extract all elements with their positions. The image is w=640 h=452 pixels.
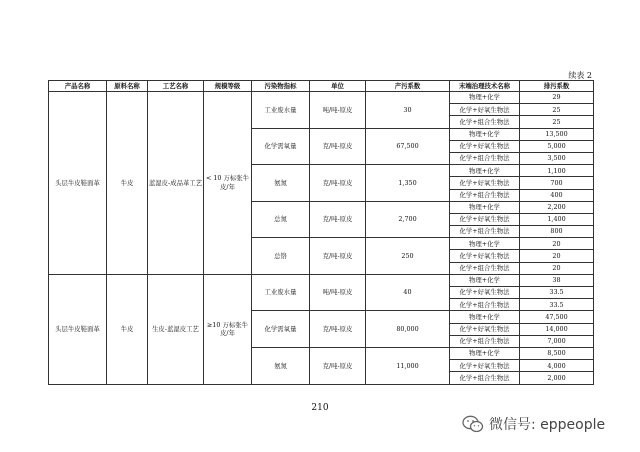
product-name-cell: 头层牛皮鞋面革 [49,274,107,384]
discharge-coef-cell: 47,500 [520,311,594,323]
discharge-coef-cell: 25 [520,116,594,128]
discharge-coef-cell: 2,000 [520,372,594,384]
pollutant-cell: 氨氮 [252,165,310,202]
header-scale: 规模等级 [204,81,252,92]
treatment-cell: 化学+组合生物法 [450,116,520,128]
table-header-row [49,81,594,92]
discharge-coef-cell: 8,500 [520,347,594,359]
header-generation-coef: 产污系数 [366,81,450,92]
pollutant-cell: 氨氮 [252,347,310,384]
treatment-cell: 化学+好氧生物法 [450,360,520,372]
treatment-cell: 物理+化学 [450,128,520,140]
table-body [49,92,594,385]
treatment-cell: 化学+组合生物法 [450,299,520,311]
pollutant-cell: 工业废水量 [252,274,310,311]
pollution-coefficient-table [48,80,594,385]
generation-coef-cell: 80,000 [366,311,450,348]
pollutant-cell: 总氮 [252,201,310,238]
discharge-coef-cell: 400 [520,189,594,201]
product-name-cell: 头层牛皮鞋面革 [49,92,107,275]
discharge-coef-cell: 33.5 [520,299,594,311]
discharge-coef-cell: 7,000 [520,335,594,347]
generation-coef-cell: 11,000 [366,347,450,384]
unit-cell: 克/吨-原皮 [310,311,366,348]
generation-coef-cell: 2,700 [366,201,450,238]
pollutant-cell: 化学需氧量 [252,128,310,165]
generation-coef-cell: 40 [366,274,450,311]
discharge-coef-cell: 1,400 [520,213,594,225]
generation-coef-cell: 67,500 [366,128,450,165]
treatment-cell: 化学+组合生物法 [450,189,520,201]
discharge-coef-cell: 20 [520,262,594,274]
treatment-cell: 化学+好氧生物法 [450,213,520,225]
pollutant-cell: 化学需氧量 [252,311,310,348]
unit-cell: 吨/吨-原皮 [310,274,366,311]
unit-cell: 克/吨-原皮 [310,128,366,165]
discharge-coef-cell: 29 [520,92,594,104]
discharge-coef-cell: 20 [520,238,594,250]
treatment-cell: 物理+化学 [450,311,520,323]
discharge-coef-cell: 14,000 [520,323,594,335]
treatment-cell: 化学+组合生物法 [450,372,520,384]
discharge-coef-cell: 3,500 [520,152,594,164]
treatment-cell: 物理+化学 [450,92,520,104]
treatment-cell: 化学+好氧生物法 [450,104,520,116]
discharge-coef-cell: 4,000 [520,360,594,372]
table-row [49,274,594,286]
treatment-cell: 化学+组合生物法 [450,152,520,164]
watermark [462,414,605,434]
unit-cell: 克/吨-原皮 [310,165,366,202]
header-pollutant: 污染物指标 [252,81,310,92]
discharge-coef-cell: 13,500 [520,128,594,140]
treatment-cell: 化学+好氧生物法 [450,287,520,299]
header-discharge-coef: 排污系数 [520,81,594,92]
discharge-coef-cell: 33.5 [520,287,594,299]
treatment-cell: 化学+好氧生物法 [450,177,520,189]
wechat-icon [462,415,484,433]
discharge-coef-cell: 38 [520,274,594,286]
treatment-cell: 化学+好氧生物法 [450,323,520,335]
scale-cell: ≥10 万标张牛皮/年 [204,274,252,384]
table-row [49,92,594,104]
generation-coef-cell: 30 [366,92,450,129]
process-cell: 蓝湿皮-成品革工艺 [148,92,204,275]
material-cell: 牛皮 [107,92,148,275]
header-material: 原料名称 [107,81,148,92]
discharge-coef-cell: 20 [520,250,594,262]
header-treatment: 末端治理技术名称 [450,81,520,92]
header-unit: 单位 [310,81,366,92]
unit-cell: 克/吨-原皮 [310,347,366,384]
table-caption: 续表 2 [568,71,592,80]
discharge-coef-cell: 1,100 [520,165,594,177]
discharge-coef-cell: 25 [520,104,594,116]
treatment-cell: 物理+化学 [450,238,520,250]
generation-coef-cell: 250 [366,238,450,275]
pollutant-cell: 总铬 [252,238,310,275]
header-product: 产品名称 [49,81,107,92]
treatment-cell: 物理+化学 [450,347,520,359]
scale-cell: < 10 万标张牛皮/年 [204,92,252,275]
process-cell: 生皮-蓝湿皮工艺 [148,274,204,384]
treatment-cell: 化学+好氧生物法 [450,250,520,262]
header-process: 工艺名称 [148,81,204,92]
treatment-cell: 化学+组合生物法 [450,335,520,347]
discharge-coef-cell: 700 [520,177,594,189]
pollutant-cell: 工业废水量 [252,92,310,129]
discharge-coef-cell: 5,000 [520,140,594,152]
discharge-coef-cell: 800 [520,226,594,238]
watermark-text: 微信号: eppeople [489,417,606,433]
treatment-cell: 化学+好氧生物法 [450,140,520,152]
treatment-cell: 物理+化学 [450,165,520,177]
unit-cell: 吨/吨-原皮 [310,92,366,129]
unit-cell: 克/吨-原皮 [310,238,366,275]
treatment-cell: 物理+化学 [450,201,520,213]
treatment-cell: 化学+组合生物法 [450,262,520,274]
material-cell: 牛皮 [107,274,148,384]
unit-cell: 克/吨-原皮 [310,201,366,238]
discharge-coef-cell: 2,200 [520,201,594,213]
treatment-cell: 化学+组合生物法 [450,226,520,238]
page-number: 210 [311,403,329,413]
generation-coef-cell: 1,350 [366,165,450,202]
treatment-cell: 物理+化学 [450,274,520,286]
